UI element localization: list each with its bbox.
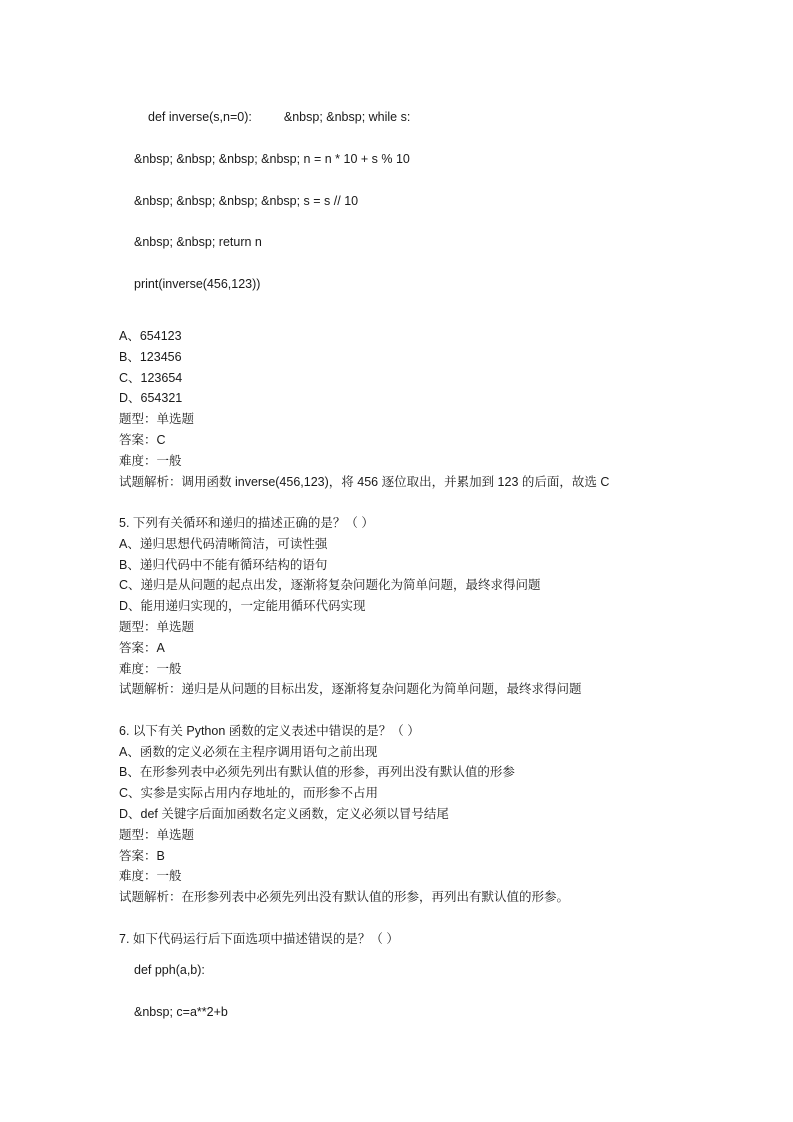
q5-type: 题型：单选题 <box>119 620 195 634</box>
code-line-2: &nbsp; &nbsp; &nbsp; &nbsp; n = n * 10 + s % 10 <box>134 152 410 166</box>
q5-option-a: A、递归思想代码清晰简洁，可读性强 <box>119 537 328 551</box>
q6-option-a: A、函数的定义必须在主程序调用语句之前出现 <box>119 745 378 759</box>
q6-option-b: B、在形参列表中必须先列出有默认值的形参，再列出没有默认值的形参 <box>119 765 515 779</box>
code-line-5: print(inverse(456,123)) <box>134 277 261 291</box>
q7-code-line-2: &nbsp; c=a**2+b <box>134 1005 228 1019</box>
q4-explanation: 试题解析：调用函数 inverse(456,123)，将 456 逐位取出，并累加到 123 的后面，故选 C <box>119 475 610 489</box>
q4-option-c: C、123654 <box>119 371 183 385</box>
code-line-1b: &nbsp; &nbsp; while s: <box>283 110 411 124</box>
q6-option-d: D、def 关键字后面加函数名定义函数，定义必须以冒号结尾 <box>119 807 449 821</box>
q6-option-c: C、实参是实际占用内存地址的，而形参不占用 <box>119 786 379 800</box>
q7-question: 7. 如下代码运行后下面选项中描述错误的是？（ ） <box>119 932 399 946</box>
q4-option-a: A、654123 <box>119 329 182 343</box>
q6-difficulty: 难度：一般 <box>119 869 182 883</box>
q6-explanation: 试题解析：在形参列表中必须先列出没有默认值的形参，再列出有默认值的形参。 <box>119 890 570 904</box>
q6-type: 题型：单选题 <box>119 828 195 842</box>
q6-question: 6. 以下有关 Python 函数的定义表述中错误的是？（ ） <box>119 724 420 738</box>
code-line-1 <box>148 109 410 125</box>
q5-answer: 答案：A <box>119 641 165 655</box>
q6-answer: 答案：B <box>119 849 165 863</box>
q5-question: 5. 下列有关循环和递归的描述正确的是？（ ） <box>119 516 374 530</box>
q4-difficulty: 难度：一般 <box>119 454 182 468</box>
q5-difficulty: 难度：一般 <box>119 662 182 676</box>
q5-option-d: D、能用递归实现的，一定能用循环代码实现 <box>119 599 366 613</box>
code-line-3: &nbsp; &nbsp; &nbsp; &nbsp; s = s // 10 <box>134 194 359 208</box>
q4-option-b: B、123456 <box>119 350 182 364</box>
code-line-1a: def inverse(s,n=0): <box>148 110 252 124</box>
q7-code-line-1: def pph(a,b): <box>134 963 205 977</box>
q5-explanation: 试题解析：递归是从问题的目标出发，逐渐将复杂问题化为简单问题，最终求得问题 <box>119 682 582 696</box>
q4-answer: 答案：C <box>119 433 166 447</box>
q5-option-c: C、递归是从问题的起点出发，逐渐将复杂问题化为简单问题，最终求得问题 <box>119 578 541 592</box>
code-line-4: &nbsp; &nbsp; return n <box>134 235 262 249</box>
q4-type: 题型：单选题 <box>119 412 195 426</box>
q5-option-b: B、递归代码中不能有循环结构的语句 <box>119 558 328 572</box>
q4-option-d: D、654321 <box>119 391 183 405</box>
